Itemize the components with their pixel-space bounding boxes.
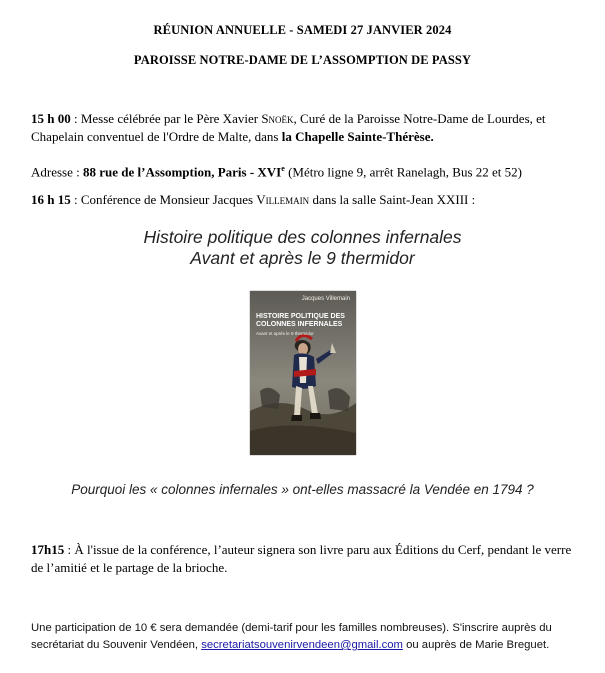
priest-name: Snoëk (261, 111, 294, 126)
address-label: Adresse : (31, 164, 83, 180)
signing-text: : À l'issue de la conférence, l’auteur signera son livre paru aux Éditions du Cerf, pendant le verre de l’amitié et le partage de la brioche. (31, 542, 572, 575)
address-details: (Métro ligne 9, arrêt Ranelagh, Bus 22 et 52) (284, 164, 522, 180)
conference-time: 16 h 15 (31, 192, 71, 207)
address-street: 88 rue de l’Assomption, Paris - XVI (83, 164, 282, 180)
lecture-title-line2: Avant et après le 9 thermidor (190, 248, 415, 268)
lecture-question: Pourquoi les « colonnes infernales » ont-elles massacré la Vendée en 1794 ? (71, 482, 534, 497)
registration-text-b: ou auprès de Marie Breguet. (402, 639, 550, 651)
conference-paragraph (31, 191, 579, 209)
book-author: Jacques Villemain (301, 296, 350, 302)
book-subtitle: Avant et après le 9 thermidor (256, 331, 314, 336)
conference-text-b: dans la salle Saint-Jean XXIII : (309, 192, 476, 207)
conference-text-a: : Conférence de Monsieur Jacques (70, 192, 257, 207)
registration-email-link[interactable]: secretariatsouvenirvendeen@gmail.com (201, 639, 403, 651)
book-cover-image (250, 291, 356, 455)
event-heading: RÉUNION ANNUELLE - SAMEDI 27 JANVIER 2024 (153, 23, 452, 37)
book-title-line2: COLONNES INFERNALES (256, 321, 343, 328)
mass-text-b: , Curé de la Paroisse Notre-Dame de Lourdes, et Chapelain conventuel de l'Ordre de Malte, dans (31, 111, 546, 144)
lecture-title-line1: Histoire politique des colonnes infernales (143, 227, 462, 247)
address-superscript: e (281, 164, 285, 173)
mass-text-a: : Messe célébrée par le Père Xavier (70, 111, 262, 126)
speaker-name: Villemain (256, 192, 310, 207)
address-paragraph (31, 160, 579, 181)
registration-text-a: Une participation de 10 € sera demandée (demi-tarif pour les familles nombreuses). S'inscrire auprès du secrétariat du Souvenir Vendéen, (31, 622, 552, 651)
mass-time: 15 h 00 (31, 111, 71, 126)
registration-note (31, 620, 579, 654)
mass-paragraph (31, 110, 579, 146)
venue-heading: PAROISSE NOTRE-DAME DE L’ASSOMPTION DE PASSY (133, 53, 472, 67)
chapel-name: la Chapelle Sainte-Thérèse. (281, 129, 434, 144)
signing-paragraph (31, 541, 579, 577)
signing-time: 17h15 (31, 542, 65, 557)
book-title-line1: HISTOIRE POLITIQUE DES (256, 313, 345, 320)
